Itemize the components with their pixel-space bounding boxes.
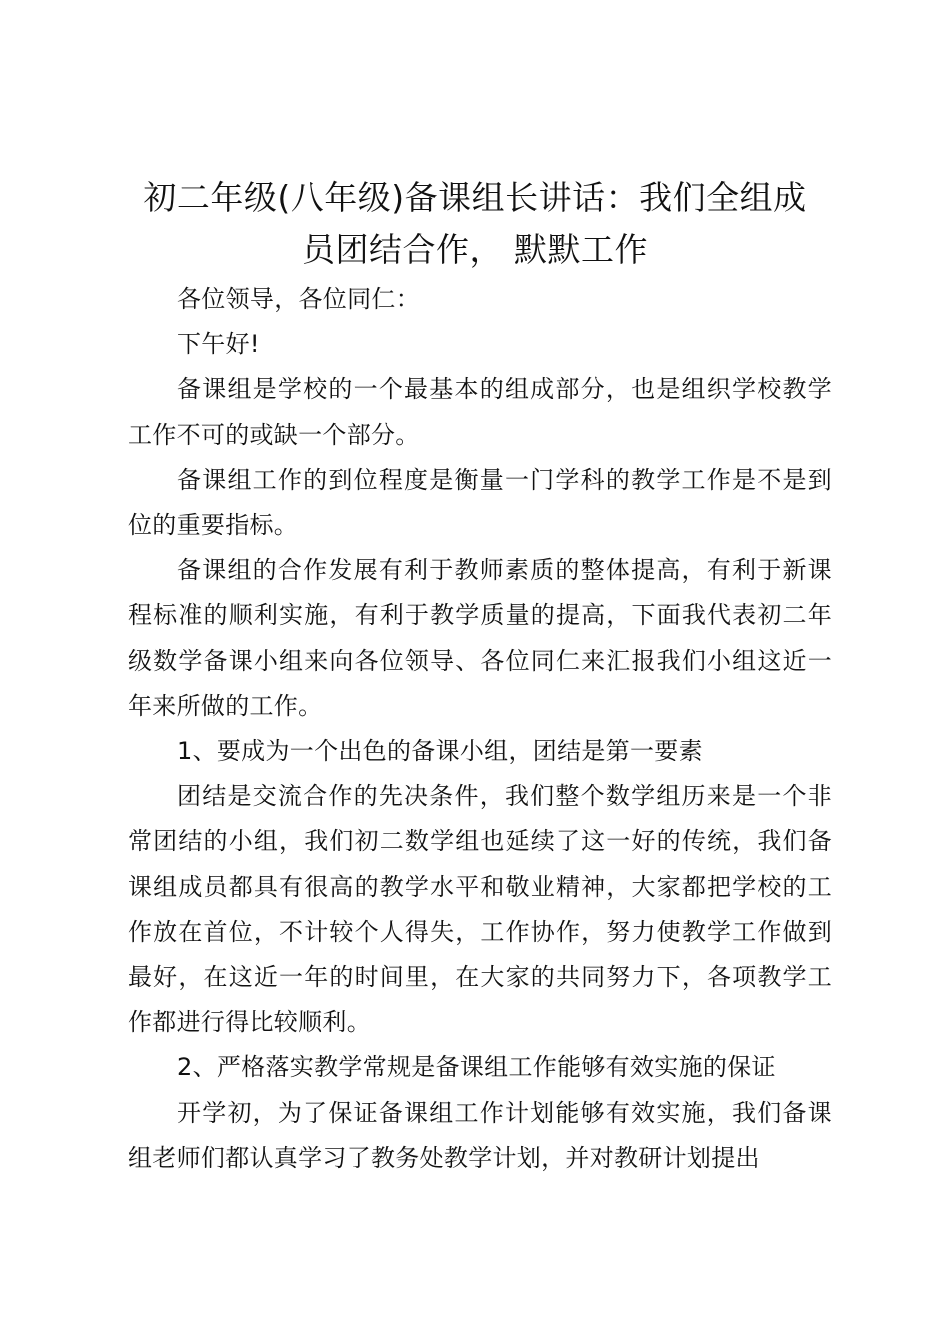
paragraph-indicator: 备课组工作的到位程度是衡量一门学科的教学工作是不是到位的重要指标。 xyxy=(128,465,832,540)
paragraph-unity: 团结是交流合作的先决条件，我们整个数学组历来是一个非常团结的小组，我们初二数学组也延续了这一好的传统，我们备课组成员都具有很高的教学水平和敬业精神，大家都把学校的工作放在首位，不计较个人得失，工作协作，努力使教学工作做到最好，在这近一年的时间里，在大家的共同努力下，各项教学工作都进行得比较顺利。 xyxy=(128,782,832,1037)
section-heading-2: 2、严格落实教学常规是备课组工作能够有效实施的保证 xyxy=(177,1053,776,1082)
paragraph-intro: 备课组是学校的一个最基本的组成部分，也是组织学校教学工作不可的或缺一个部分。 xyxy=(128,375,832,449)
title-line-2: 员团结合作， 默默工作 xyxy=(302,230,648,269)
document-title xyxy=(100,172,850,276)
paragraph-report: 备课组的合作发展有利于教师素质的整体提高，有利于新课程标准的顺利实施，有利于教学质量的提高，下面我代表初二年级数学备课小组来向各位领导、各位同仁来汇报我们小组这近一年来所做的工作。 xyxy=(128,556,832,720)
greeting: 下午好! xyxy=(177,330,260,359)
document-body xyxy=(128,277,832,1181)
section-heading-1: 1、要成为一个出色的备课小组，团结是第一要素 xyxy=(177,737,703,766)
title-line-1: 初二年级(八年级)备课组长讲话：我们全组成 xyxy=(143,178,807,217)
salutation: 各位领导，各位同仁： xyxy=(177,285,420,313)
paragraph-semester-start: 开学初，为了保证备课组工作计划能够有效实施，我们备课组老师们都认真学习了教务处教学计划，并对教研计划提出 xyxy=(128,1098,832,1172)
